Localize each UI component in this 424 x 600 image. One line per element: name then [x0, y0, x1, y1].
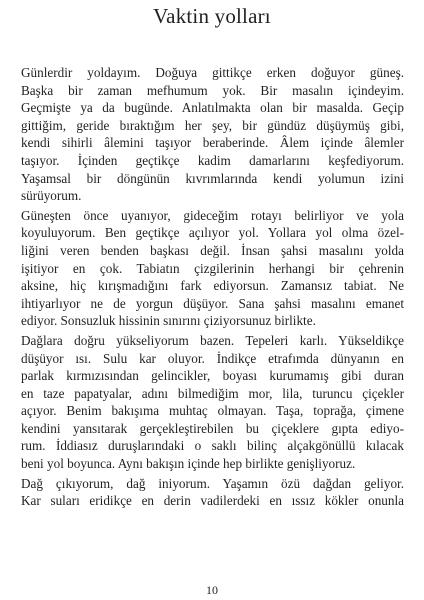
text-line: işitiyor en çok. Tabiatın çizgilerinin herhangi bir çehrenin [21, 260, 404, 276]
text-line: düşüyor ısı. Sulu kar oluyor. İndikçe etrafımda dünyanın en [21, 350, 404, 366]
text-line: Dağ çıkıyorum, dağ iniyorum. Yaşamın özü dağdan geliyor. [21, 475, 404, 491]
paragraph-1 [21, 64, 404, 205]
paragraph-4 [21, 475, 404, 510]
text-line: sürüyorum. [21, 188, 82, 204]
text-line: koyuluyorum. Ben geçtikçe açılıyor yol. Yollara yol olma özel- [21, 225, 404, 241]
text-line: en taze papatyalar, adını bilmediğim mor, lila, turuncu çiçekler [21, 385, 404, 401]
body-text [21, 64, 404, 510]
text-line: kendini yansıtarak gerçekleştirebilen bu çiçeklere gıpta ediyo- [21, 420, 404, 436]
text-line: gittiğim, geride bıraktığım her şey, bir gündüz düşüymüş gibi, [21, 117, 404, 133]
text-line: liğini veren benden başkası değil. İnsan şahsi masalını yolda [21, 242, 404, 258]
text-line: ediyor. Sonsuzluk hissinin sınırını çiziyorsunuz birlikte. [21, 313, 316, 329]
text-line: Güneşten önce uyanıyor, gideceğim rotayı belirliyor ve yola [21, 207, 404, 223]
text-line: Başka bir zaman mefhumum yok. Bir masalın içindeyim. [21, 82, 404, 98]
page-number: 10 [206, 583, 218, 597]
text-line: Dağlara doğru yükseliyorum bazen. Tepeleri karlı. Yükseldikçe [21, 332, 404, 348]
paragraph-2 [21, 207, 404, 330]
text-line: rum. İddiasız duruşlarındaki o saklı bilinç alçakgönüllü kılacak [21, 438, 404, 454]
chapter-title: Vaktin yolları [153, 4, 271, 28]
text-line: Yaşamsal bir döngünün kıvrımlarında kendi yolumun izini [21, 170, 404, 186]
text-line: parlak kırmızısından gelincikler, boyası kurumamış gibi duran [21, 368, 404, 384]
text-line: Kar suları eridikçe en derin vadilerdeki en ıssız kökler onunla [21, 493, 404, 509]
text-line: beni yol boyunca. Aynı bakışın içinde hep birlikte genişliyoruz. [21, 456, 356, 472]
text-line: Geçmişte ya da bugünde. Anlatılmakta olan bir masalda. Geçip [21, 100, 404, 116]
text-line: açıyor. Benim bakışıma muhtaç olmayan. Taşa, toprağa, çimene [21, 403, 404, 419]
text-line: Günlerdir yoldayım. Doğuya gittikçe erken doğuyor güneş. [21, 65, 404, 80]
text-line: ihtiyarlıyor ne de yorgun düşüyor. Sana şahsi masalını emanet [21, 295, 404, 311]
text-line: taşıyor. İçinden geçtikçe kadim damarlarını keşfediyorum. [21, 152, 404, 168]
paragraph-3 [21, 332, 404, 473]
text-line: aksine, hiç kırışmadığını fark ediyorsun. Zamansız tabiat. Ne [21, 278, 404, 294]
text-line: kendi sihirli âlemini taşıyor beraberinde. Âlem içinde âlemler [21, 135, 404, 151]
